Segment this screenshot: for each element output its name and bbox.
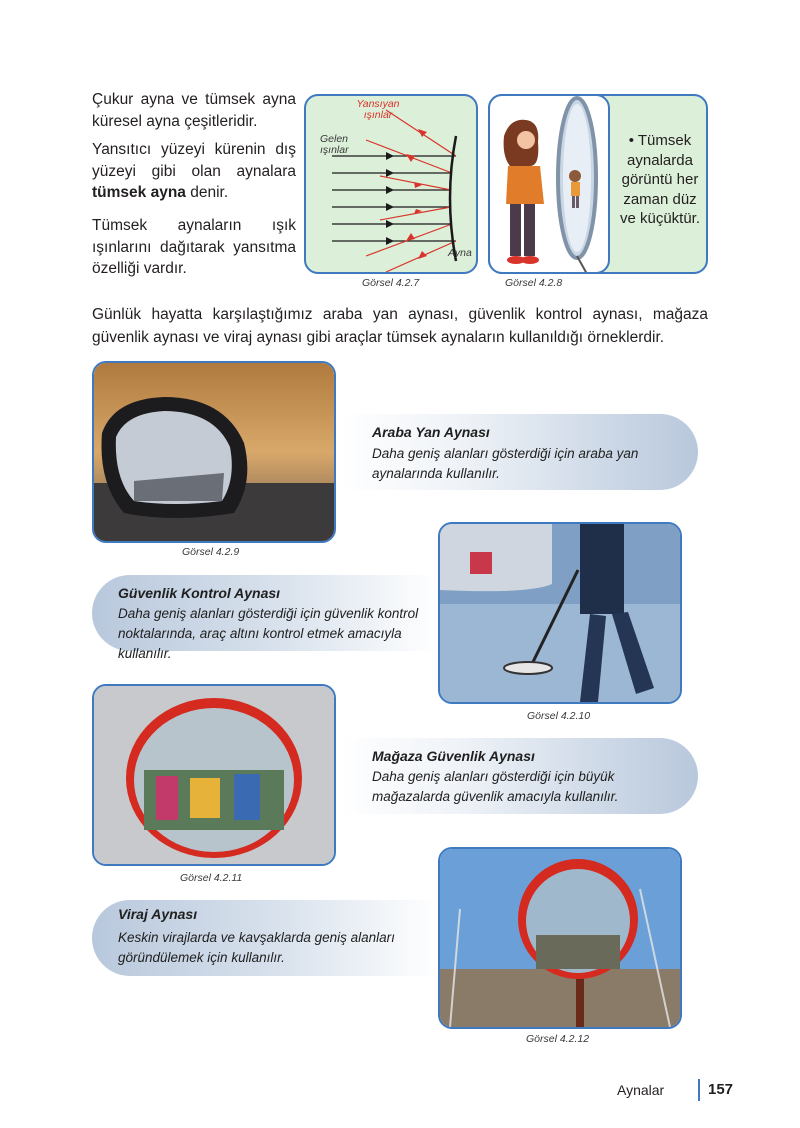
intro-p2-part2: denir. bbox=[185, 184, 229, 201]
label-incoming-rays bbox=[320, 134, 349, 156]
security-mirror-graphic bbox=[440, 524, 680, 702]
label-incoming-line2: ışınlar bbox=[320, 144, 349, 156]
caption-4-2-9: Görsel 4.2.9 bbox=[182, 546, 240, 558]
footer-divider bbox=[698, 1079, 700, 1101]
photo-store-security-mirror bbox=[92, 684, 336, 866]
caption-4-2-12: Görsel 4.2.12 bbox=[526, 1033, 590, 1045]
intro-paragraph-1: Çukur ayna ve tümsek ayna küresel ayna çeşitleridir. bbox=[92, 91, 296, 130]
ray-diagram bbox=[304, 94, 478, 274]
caption-4-2-7: Görsel 4.2.7 bbox=[362, 277, 420, 289]
girl-mirror-graphic bbox=[490, 96, 610, 274]
label-reflected-line2: ışınlar bbox=[363, 109, 393, 121]
store-mirror-graphic bbox=[94, 686, 334, 864]
example-description: Keskin virajlarda ve kavşaklarda geniş alanları göründülemek için kullanılır. bbox=[118, 930, 395, 965]
photo-car-side-mirror bbox=[92, 361, 336, 543]
label-reflected-rays bbox=[350, 99, 406, 121]
intro-paragraph-2 bbox=[92, 139, 296, 204]
girl-mirror-illustration bbox=[488, 94, 610, 274]
label-reflected-line1: Yansıyan bbox=[356, 98, 400, 110]
car-mirror-graphic bbox=[94, 363, 334, 541]
footer-section-title: Aynalar bbox=[617, 1082, 665, 1098]
example-band-store-mirror bbox=[340, 738, 698, 814]
corner-mirror-graphic bbox=[440, 849, 680, 1027]
term-convex-mirror: tümsek ayna bbox=[92, 184, 186, 201]
example-band-car-mirror bbox=[340, 414, 698, 490]
caption-4-2-10: Görsel 4.2.10 bbox=[527, 710, 591, 722]
example-title: Araba Yan Aynası bbox=[372, 424, 490, 440]
example-band-security-mirror bbox=[92, 575, 438, 661]
label-mirror: Ayna bbox=[448, 247, 472, 259]
page-number: 157 bbox=[708, 1081, 734, 1098]
caption-4-2-8: Görsel 4.2.8 bbox=[505, 277, 563, 289]
photo-corner-mirror bbox=[438, 847, 682, 1029]
intro-paragraph-3: Tümsek aynaların ışık ışınlarını dağıtarak yansıtma özelliği vardır. bbox=[92, 217, 296, 277]
convex-mirror-note: • Tümsek aynalarda görüntü her zaman düz ve küçüktür. bbox=[619, 132, 701, 227]
example-title: Viraj Aynası bbox=[118, 906, 198, 922]
photo-security-check-mirror bbox=[438, 522, 682, 704]
example-description: Daha geniş alanları gösterdiği için büyük mağazalarda güvenlik amacıyla kullanılır. bbox=[372, 769, 619, 804]
caption-4-2-11: Görsel 4.2.11 bbox=[180, 872, 243, 884]
example-description: Daha geniş alanları gösterdiği için araba yan aynalarında kullanılır. bbox=[372, 446, 639, 481]
example-title: Güvenlik Kontrol Aynası bbox=[118, 585, 281, 601]
example-band-corner-mirror bbox=[92, 900, 438, 976]
label-incoming-line1: Gelen bbox=[320, 133, 349, 145]
example-title: Mağaza Güvenlik Aynası bbox=[372, 748, 535, 764]
intro-p2-part1: Yansıtıcı yüzeyi kürenin dış yüzeyi gibi olan aynalara bbox=[92, 141, 296, 180]
examples-intro-text: Günlük hayatta karşılaştığımız araba yan aynası, güvenlik kontrol aynası, mağaza güvenlik aynası ve viraj aynası gibi araçlar tümsek aynaların kullanıldığı örneklerdir. bbox=[92, 306, 708, 346]
example-description: Daha geniş alanları gösterdiği için güvenlik kontrol noktalarında, araç altını kontrol etmek amacıyla kullanılır. bbox=[118, 606, 419, 661]
